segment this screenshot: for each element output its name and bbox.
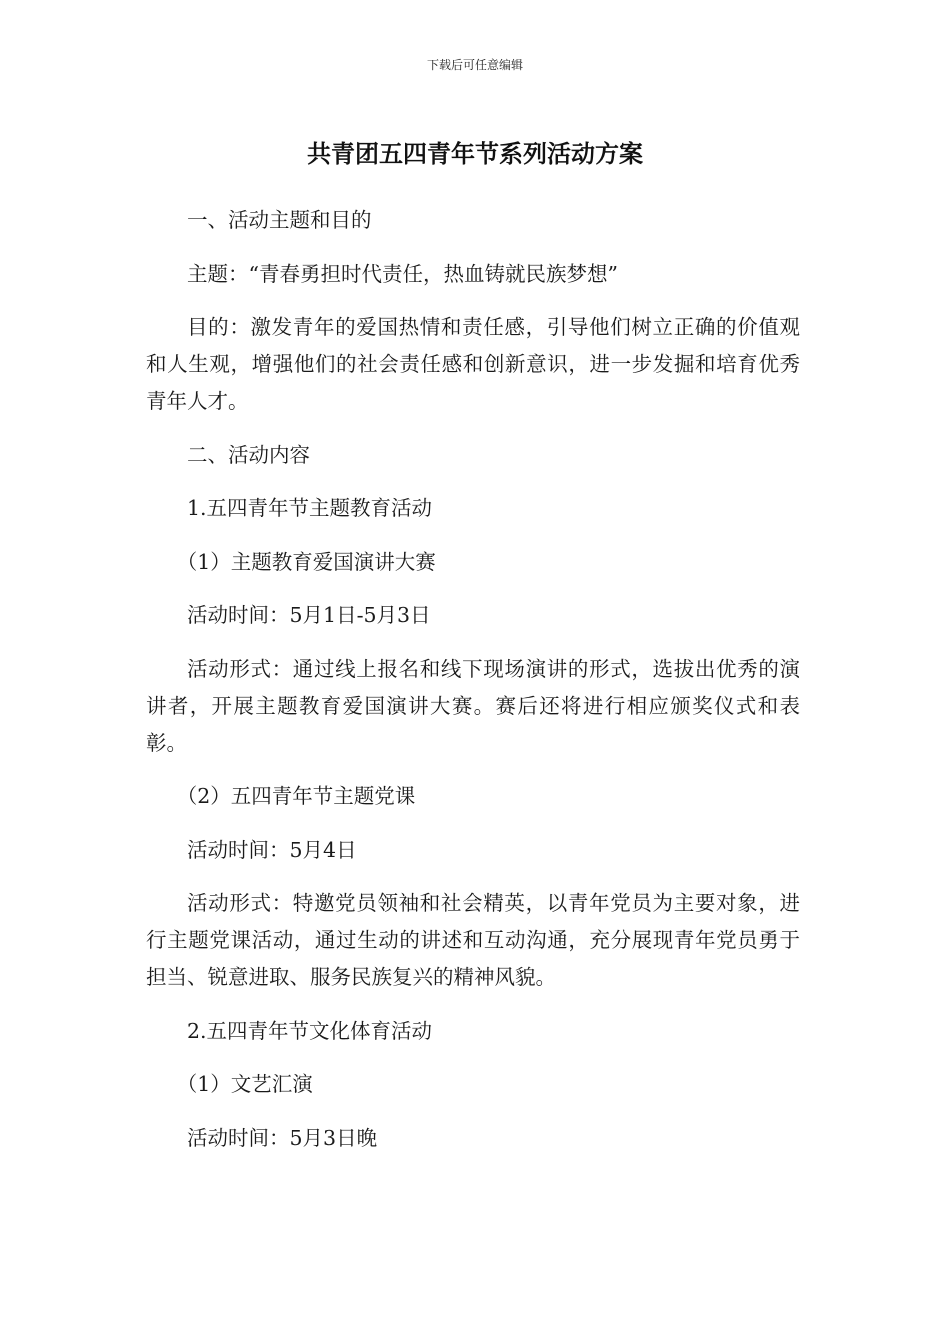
paragraph-time-2-1: 活动时间：5月3日晚 bbox=[187, 1125, 378, 1150]
paragraph-format-1-1: 活动形式：通过线上报名和线下现场演讲的形式，选拔出优秀的演讲者，开展主题教育爱国演讲大赛。赛后还将进行相应颁奖仪式和表彰。 bbox=[146, 656, 800, 755]
header-note: 下载后可任意编辑 bbox=[426, 58, 523, 72]
paragraph-purpose: 目的：激发青年的爱国热情和责任感，引导他们树立正确的价值观和人生观，增强他们的社会责任感和创新意识，进一步发掘和培育优秀青年人才。 bbox=[146, 315, 800, 413]
document-body bbox=[146, 202, 800, 1173]
section-heading-1: 一、活动主题和目的 bbox=[187, 208, 372, 232]
paragraph-time-1-1: 活动时间：5月1日-5月3日 bbox=[187, 603, 431, 627]
paragraph-format-1-2: 活动形式：特邀党员领袖和社会精英，以青年党员为主要对象，进行主题党课活动，通过生动的讲述和互动沟通，充分展现青年党员勇于担当、锐意进取、服务民族复兴的精神风貌。 bbox=[146, 891, 800, 989]
item-heading-1-1: （1）主题教育爱国演讲大赛 bbox=[176, 549, 436, 574]
subsection-heading-1: 1.五四青年节主题教育活动 bbox=[187, 496, 433, 520]
subsection-heading-2: 2.五四青年节文化体育活动 bbox=[187, 1018, 433, 1043]
paragraph-time-1-2: 活动时间：5月4日 bbox=[187, 837, 357, 862]
item-heading-2-1: （1）文艺汇演 bbox=[176, 1072, 313, 1096]
document-title: 共青团五四青年节系列活动方案 bbox=[307, 140, 643, 168]
section-heading-2: 二、活动内容 bbox=[187, 442, 310, 467]
paragraph-theme: 主题：“青春勇担时代责任，热血铸就民族梦想” bbox=[187, 261, 618, 286]
item-heading-1-2: （2）五四青年节主题党课 bbox=[176, 784, 416, 808]
